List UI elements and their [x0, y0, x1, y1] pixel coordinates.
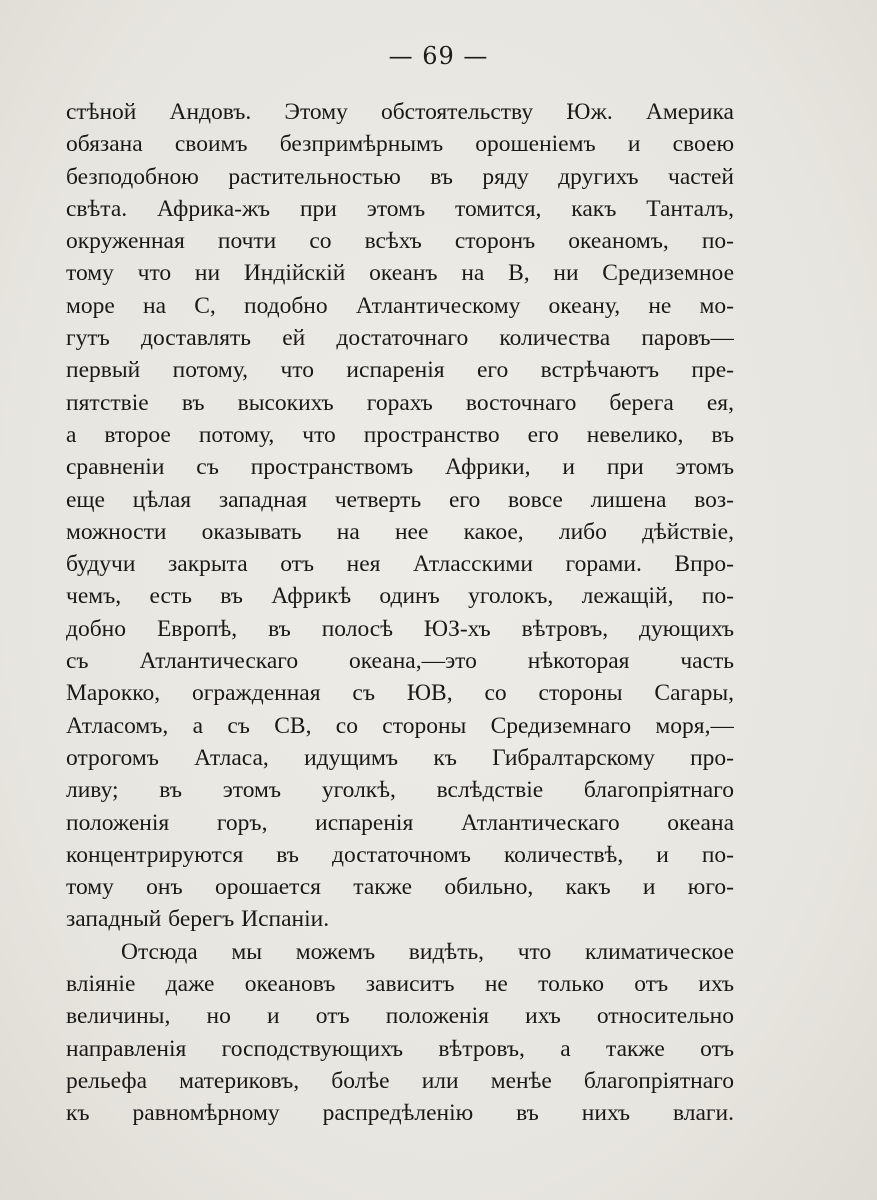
text-line: обязана своимъ безпримѣрнымъ орошеніемъ и своею	[66, 131, 734, 158]
paragraph-end-line: западный берегъ Испаніи.	[66, 906, 330, 933]
text-line: величины, но и отъ положенія ихъ относительно	[66, 1003, 734, 1030]
text-line: рельефа материковъ, болѣе или менѣе благопріятнаго	[66, 1067, 734, 1094]
text-line: первый потому, что испаренія его встрѣчаютъ пре-	[66, 357, 734, 384]
text-line: сравненіи съ пространствомъ Африки, и при этомъ	[66, 454, 734, 481]
text-line: гутъ доставлять ей достаточнаго количества паровъ—	[66, 325, 734, 352]
text-line: добно Европѣ, въ полосѣ ЮЗ-хъ вѣтровъ, дующихъ	[66, 615, 734, 642]
text-line: концентрируются въ достаточномъ количествѣ, и по-	[66, 841, 734, 868]
text-line: пятствіе въ высокихъ горахъ восточнаго берега ея,	[66, 389, 734, 416]
body-text	[66, 96, 734, 1130]
text-line: Марокко, огражденная съ ЮВ, со стороны Сагары,	[66, 680, 734, 707]
page-number: — 69 —	[388, 42, 489, 70]
text-line: къ равномѣрному распредѣленію въ нихъ влаги.	[66, 1100, 734, 1127]
text-line: будучи закрыта отъ нея Атласскими горами. Впро-	[66, 551, 734, 578]
text-line: ливу; въ этомъ уголкѣ, вслѣдствіе благопріятнаго	[66, 777, 734, 804]
text-line: тому онъ орошается также обильно, какъ и юго-	[66, 874, 734, 901]
text-line: окруженная почти со всѣхъ сторонъ океаномъ, по-	[66, 228, 734, 255]
text-line: съ Атлантическаго океана,—это нѣкоторая часть	[66, 648, 734, 675]
text-line: а второе потому, что пространство его невелико, въ	[66, 421, 734, 448]
text-line: безподобною растительностью въ ряду другихъ частей	[66, 163, 734, 190]
paragraph-start-line: Отсюда мы можемъ видѣть, что климатическое	[121, 938, 734, 965]
text-line: можности оказывать на нее какое, либо дѣйствіе,	[66, 518, 734, 545]
text-line: положенія горъ, испаренія Атлантическаго океана	[66, 809, 734, 836]
text-line: вліяніе даже океановъ зависитъ не только отъ ихъ	[66, 971, 734, 998]
text-line: стѣной Андовъ. Этому обстоятельству Юж. Америка	[66, 99, 734, 125]
text-line: Атласомъ, а съ СВ, со стороны Средиземнаго моря,—	[66, 712, 734, 739]
text-line: чемъ, есть въ Африкѣ одинъ уголокъ, лежащій, по-	[66, 583, 734, 610]
text-line: отрогомъ Атласа, идущимъ къ Гибралтарскому про-	[66, 744, 734, 771]
text-line: направленія господствующихъ вѣтровъ, а также отъ	[66, 1035, 734, 1062]
text-line: море на С, подобно Атлантическому океану, не мо-	[66, 292, 734, 319]
text-line: еще цѣлая западная четверть его вовсе лишена воз-	[66, 486, 734, 513]
text-line: свѣта. Африка-жъ при этомъ томится, какъ Танталъ,	[66, 195, 734, 222]
text-line: тому что ни Индійскій океанъ на В, ни Средиземное	[66, 260, 734, 287]
